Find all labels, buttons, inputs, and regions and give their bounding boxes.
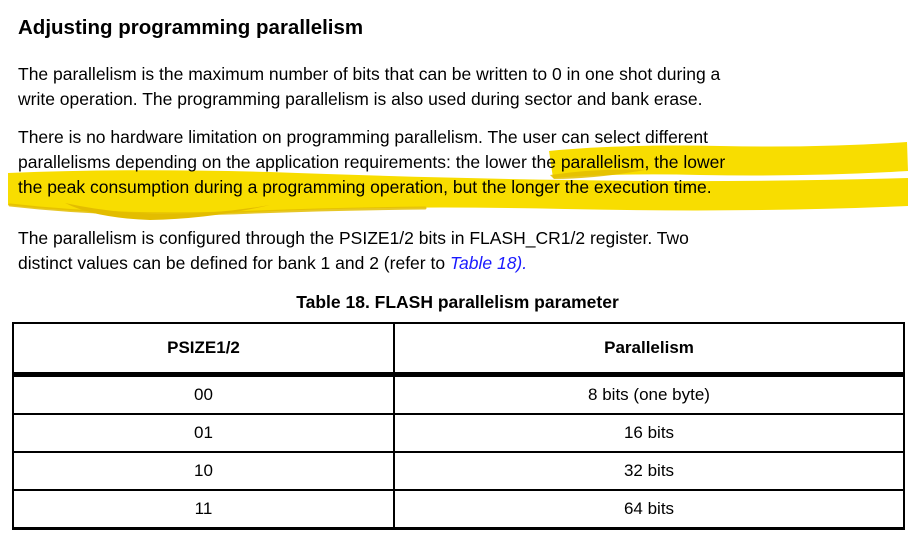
- table-header-psize: PSIZE1/2: [13, 323, 394, 375]
- table-cell-psize: 10: [13, 452, 394, 490]
- table-cell-parallelism: 8 bits (one byte): [394, 375, 904, 415]
- table-cell-parallelism: 64 bits: [394, 490, 904, 529]
- table-18-link[interactable]: Table 18).: [449, 253, 528, 273]
- p2-line-2: [18, 150, 725, 175]
- table-cell-psize: 11: [13, 490, 394, 529]
- p2-line-2-normal: parallelisms depending on the application requirements:: [18, 152, 456, 172]
- table-cell-psize: 01: [13, 414, 394, 452]
- p2-line-1: There is no hardware limitation on programming parallelism. The user can select different: [18, 127, 708, 147]
- p3-line-2-normal: distinct values can be defined for bank 1 and 2 (refer to: [18, 253, 450, 273]
- table-cell-parallelism: 16 bits: [394, 414, 904, 452]
- p3-line-2: [18, 251, 527, 276]
- table-cell-parallelism: 32 bits: [394, 452, 904, 490]
- parallelism-table: [12, 322, 905, 530]
- p3-line-1: The parallelism is configured through the PSIZE1/2 bits in FLASH_CR1/2 register. Two: [18, 228, 689, 248]
- table-caption: Table 18. FLASH parallelism parameter: [296, 292, 619, 312]
- section-heading: Adjusting programming parallelism: [18, 16, 364, 39]
- table-row: [13, 490, 904, 529]
- table-row: [13, 375, 904, 415]
- highlighted-text-1: the lower the parallelism, the lower: [455, 152, 726, 172]
- highlighted-text-2: the peak consumption during a programming operation, but the longer the execution time.: [18, 177, 712, 197]
- table-header-parallelism: Parallelism: [394, 323, 904, 375]
- p1-line-1: The parallelism is the maximum number of bits that can be written to 0 in one shot during a: [18, 64, 721, 84]
- p1-line-2: write operation. The programming parallelism is also used during sector and bank erase.: [18, 89, 703, 109]
- table-header-row: [13, 323, 904, 375]
- table-row: [13, 414, 904, 452]
- p2-line-3: [18, 175, 712, 200]
- table-cell-psize: 00: [13, 375, 394, 415]
- table-row: [13, 452, 904, 490]
